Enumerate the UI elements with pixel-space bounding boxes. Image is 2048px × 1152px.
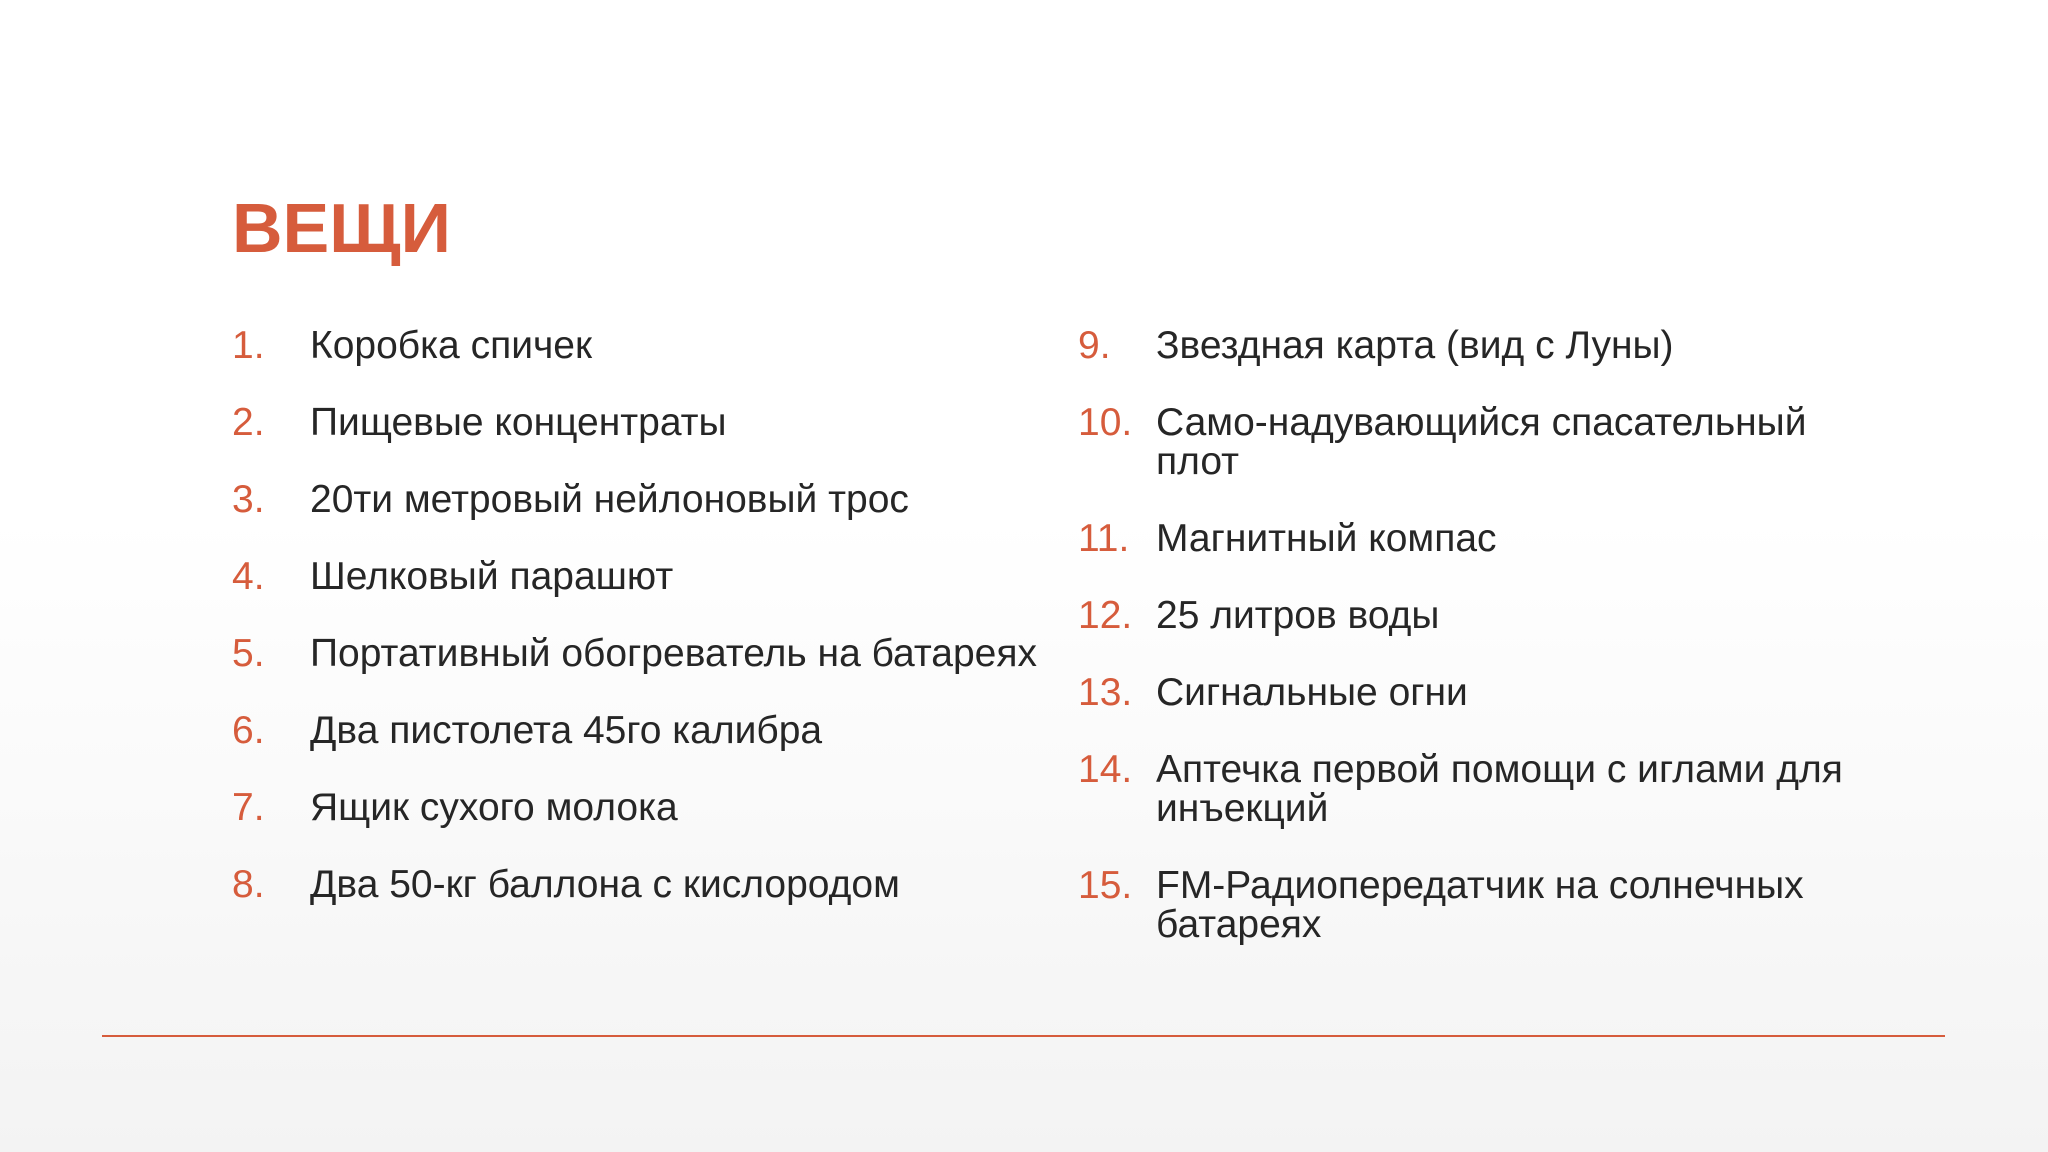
list-item [1078,403,1878,481]
slide-title: ВЕЩИ [232,189,451,267]
item-number: 5. [232,632,265,675]
list-item [1078,326,1878,365]
item-number: 8. [232,863,265,906]
list-item [232,634,1052,673]
item-text: Магнитный компас [1156,517,1497,560]
item-text: Два 50-кг баллона с кислородом [310,863,900,906]
item-number: 4. [232,555,265,598]
item-text: Само-надувающийся спасательный плот [1156,401,1807,483]
item-number: 11. [1078,517,1130,560]
item-number: 15. [1078,864,1133,907]
item-text: Портативный обогреватель на батареях [310,632,1037,675]
item-number: 9. [1078,324,1111,367]
item-number: 3. [232,478,265,521]
item-text: Коробка спичек [310,324,593,367]
list-item [1078,750,1878,828]
item-number: 13. [1078,671,1133,714]
item-number: 14. [1078,748,1133,791]
list-item [232,788,1052,827]
list-item [232,557,1052,596]
items-list-left [232,326,1052,942]
item-text: Сигнальные огни [1156,671,1468,714]
list-item [232,711,1052,750]
item-text: 20ти метровый нейлоновый трос [310,478,909,521]
item-number: 12. [1078,594,1133,637]
item-number: 6. [232,709,265,752]
item-text: Два пистолета 45го калибра [310,709,823,752]
items-list-right [1078,326,1878,982]
item-number: 2. [232,401,265,444]
list-item [1078,519,1878,558]
footer-divider [102,1035,1945,1037]
item-text: Ящик сухого молока [310,786,678,829]
item-text: Пищевые концентраты [310,401,727,444]
item-text: Аптечка первой помощи с иглами для инъекций [1156,748,1843,830]
list-item [232,480,1052,519]
item-number: 10. [1078,401,1133,444]
item-number: 1. [232,324,265,367]
list-item [232,403,1052,442]
list-item [232,326,1052,365]
item-number: 7. [232,786,265,829]
list-item [1078,673,1878,712]
list-item [1078,866,1878,944]
item-text: Звездная карта (вид с Луны) [1156,324,1674,367]
item-text: 25 литров воды [1156,594,1440,637]
list-item [1078,596,1878,635]
item-text: FM-Радиопередатчик на солнечных батареях [1156,864,1804,946]
list-item [232,865,1052,904]
item-text: Шелковый парашют [310,555,674,598]
